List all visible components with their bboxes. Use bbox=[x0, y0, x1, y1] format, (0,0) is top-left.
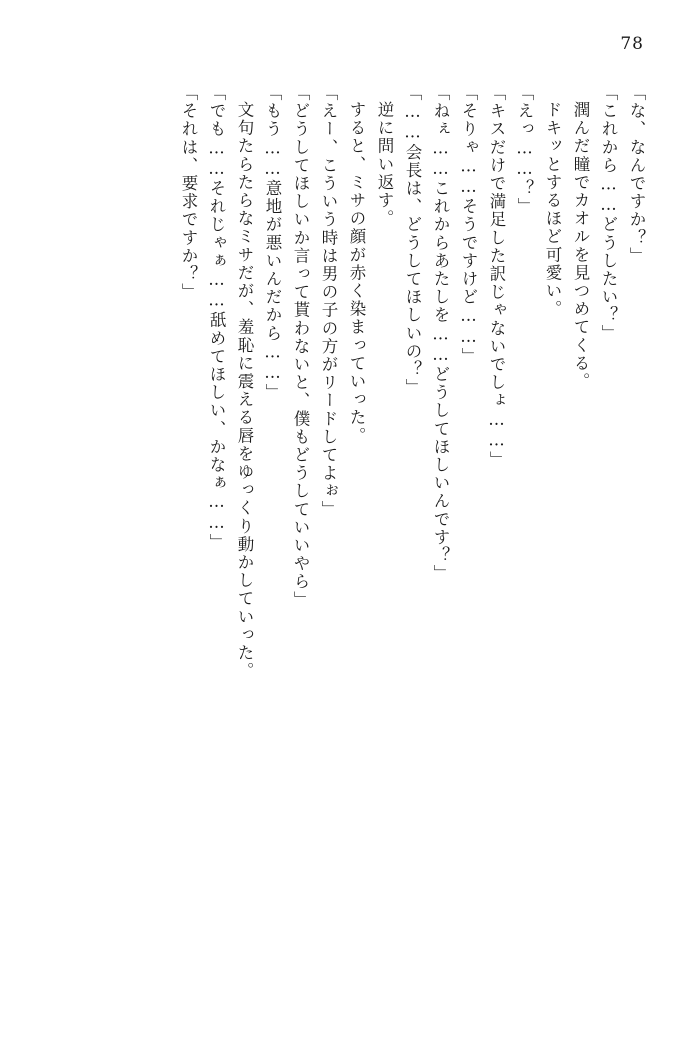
text-line: 「ねぇ……これからあたしを……どうしてほしいんです？」 bbox=[431, 84, 450, 583]
text-line: 「それは、要求ですか？」 bbox=[179, 84, 198, 302]
text-line: 「そりゃ……そうですけど……」 bbox=[459, 84, 478, 366]
text-line: 「えー、こういう時は男の子の方がリードしてよぉ」 bbox=[319, 84, 338, 519]
text-line: 「でも……それじゃぁ……舐めてほしい、かなぁ……」 bbox=[207, 84, 226, 552]
text-line: 「これから……どうしたい？」 bbox=[599, 84, 618, 343]
vertical-text-block bbox=[56, 84, 644, 990]
text-line: 「キスだけで満足した訳じゃないでしょ……」 bbox=[487, 84, 506, 470]
text-line: 潤んだ瞳でカオルを見つめてくる。 bbox=[571, 101, 590, 391]
text-line: 「……会長は、どうしてほしいの？」 bbox=[403, 84, 422, 397]
text-line: 逆に問い返す。 bbox=[375, 101, 394, 228]
text-line: 「どうしてほしいか言って貰わないと、僕もどうしていいやら」 bbox=[291, 84, 310, 609]
text-line: 「もう……意地が悪いんだから……」 bbox=[263, 84, 282, 402]
text-line: すると、ミサの顔が赤く染まっていった。 bbox=[347, 101, 366, 445]
text-line: 「な、なんですか？」 bbox=[627, 84, 646, 265]
text-line: 文句たらたらなミサだが、羞恥に震える唇をゆっくり動かしていった。 bbox=[235, 101, 254, 681]
text-line: ドキッとするほど可愛い。 bbox=[543, 101, 562, 319]
page-number: 78 bbox=[620, 34, 644, 54]
text-line: 「えっ……？」 bbox=[515, 84, 534, 216]
